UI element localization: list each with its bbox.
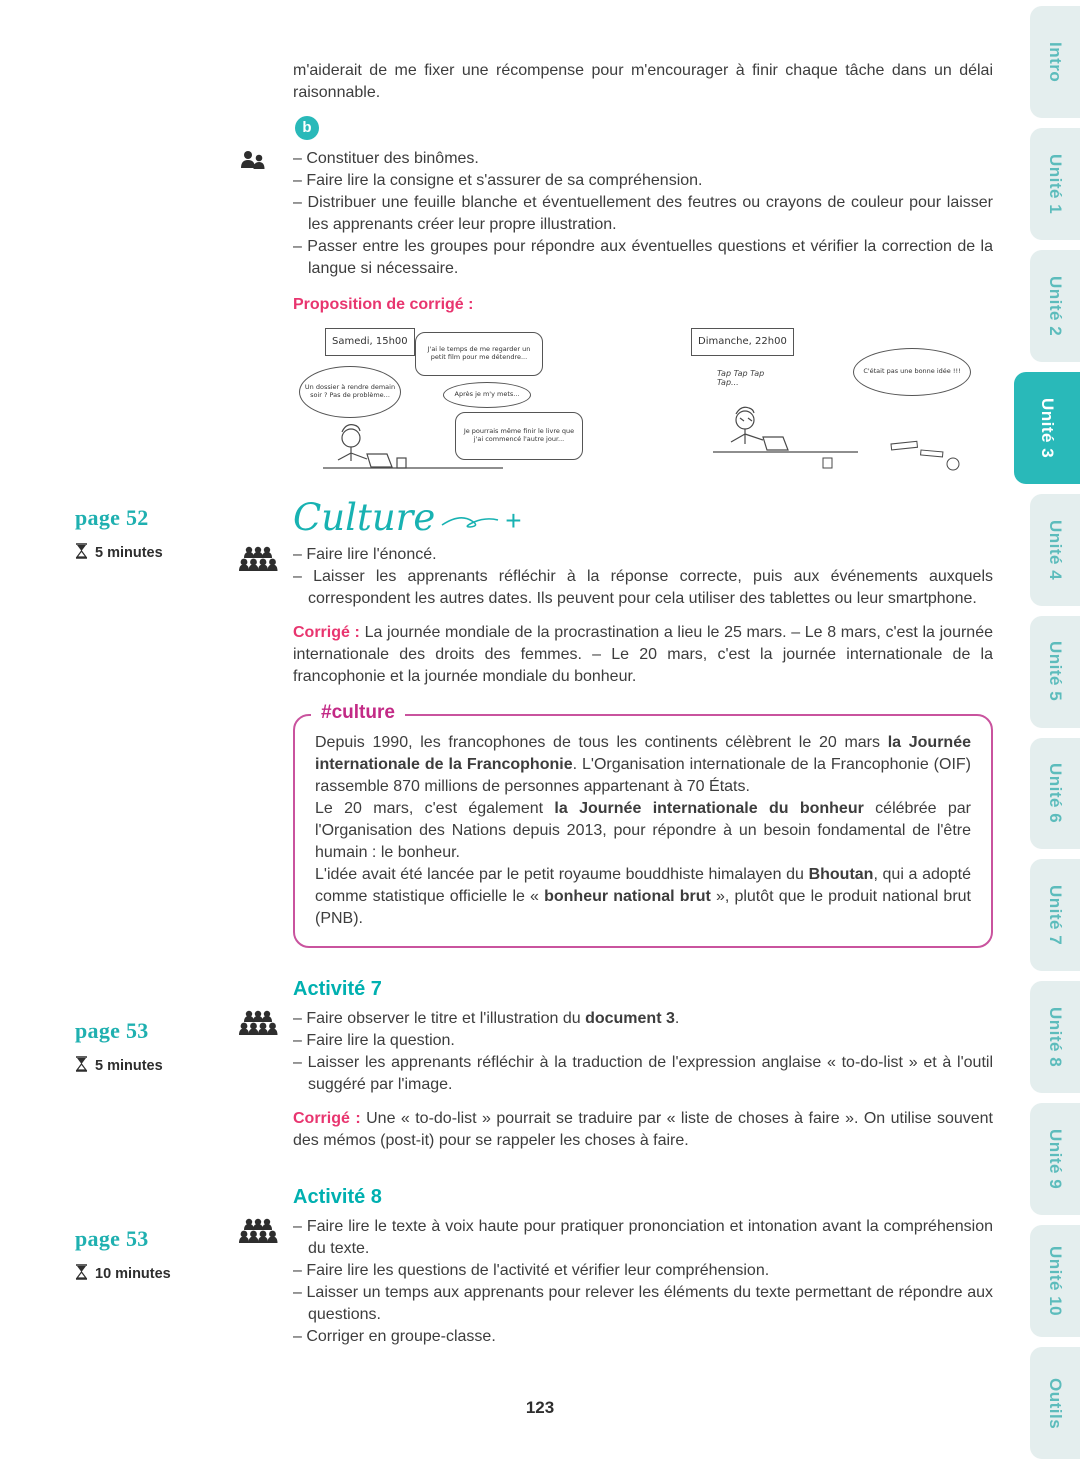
bullet-item: – Faire observer le titre et l'illustration du document 3.: [293, 1010, 680, 1027]
culture-plus-heading: [293, 498, 993, 538]
hashtag-culture-box: [293, 702, 993, 948]
page-number: 123: [525, 1398, 555, 1417]
tab-unite-2[interactable]: Unité 2: [1030, 250, 1080, 362]
sketch-timestamp: Samedi, 15h00: [325, 328, 415, 356]
tab-outils[interactable]: Outils: [1030, 1347, 1080, 1459]
circle-b-badge: b: [295, 116, 319, 140]
culture-plus-block: [293, 544, 993, 610]
activity-7-title: Activité 7: [293, 978, 382, 1000]
bullet-item: – Laisser un temps aux apprenants pour relever les éléments du texte permettant de répondre aux questions.: [293, 1284, 993, 1323]
bullet-item: – Corriger en groupe-classe.: [293, 1328, 496, 1345]
speech-bubble: Je pourrais même finir le livre que j'ai commencé l'autre jour...: [455, 412, 583, 460]
culture-box-paragraph: Depuis 1990, les francophones de tous les continents célèbrent le 20 mars la Journée internationale de la Francophonie. L'Organisation internationale de la Francophonie (OIF) rassemble 870 millions de personnes appartenant à 70 États.: [315, 734, 972, 795]
corrige-text: Une « to-do-list » pourrait se traduire par « liste de choses à faire ». On utilise souvent des mémos (post-it) pour se rappeler les choses à faire.: [293, 1110, 994, 1149]
corrige-paragraph: [293, 622, 993, 688]
tab-unite-9[interactable]: Unité 9: [1030, 1103, 1080, 1215]
proposed-answer-drawing: [293, 326, 993, 474]
bullet-item: – Faire lire les questions de l'activité et vérifier leur compréhension.: [293, 1262, 770, 1279]
tab-unite-1[interactable]: Unité 1: [1030, 128, 1080, 240]
duration-row: [75, 1264, 275, 1284]
culture-heading-text: Culture: [293, 496, 436, 539]
duration-row: [75, 1056, 275, 1076]
corrige-paragraph: [293, 1108, 993, 1152]
culture-box-paragraph: L'idée avait été lancée par le petit royaume bouddhiste himalayen du Bhoutan, qui a adopté comme statistique officielle le « bonheur national brut », plutôt que le produit national brut (PNB).: [315, 866, 972, 927]
speech-bubble: J'ai le temps de me regarder un petit film pour me détendre...: [415, 332, 543, 376]
tab-unite-8[interactable]: Unité 8: [1030, 981, 1080, 1093]
typing-sound-text: Tap Tap Tap Tap...: [717, 369, 765, 387]
speech-bubble: Un dossier à rendre demain soir ? Pas de problème...: [299, 366, 401, 418]
corrige-label: Corrigé :: [293, 624, 360, 641]
activity-8-block: [293, 1216, 993, 1348]
activity-7-bullets: [293, 1008, 993, 1096]
speech-bubble: C'était pas une bonne idée !!!: [853, 348, 971, 396]
tab-unite-10[interactable]: Unité 10: [1030, 1225, 1080, 1337]
tab-intro[interactable]: Intro: [1030, 6, 1080, 118]
step-b-block: [293, 148, 993, 280]
tab-unite-3[interactable]: Unité 3: [1014, 372, 1080, 484]
group-people-icon: [238, 1218, 278, 1253]
tab-unite-7[interactable]: Unité 7: [1030, 859, 1080, 971]
unit-tab-bar: [1014, 0, 1080, 1465]
duration-label: 5 minutes: [95, 1058, 163, 1074]
bullet-item: – Passer entre les groupes pour répondre aux éventuelles questions et vérifier la correction de la langue si nécessaire.: [293, 238, 993, 277]
page-reference: page 53: [75, 1226, 149, 1251]
culture-plus-sign: +: [505, 505, 522, 536]
page-reference: page 53: [75, 1018, 149, 1043]
group-people-icon: [238, 1010, 278, 1045]
tab-unite-5[interactable]: Unité 5: [1030, 616, 1080, 728]
bullet-item: – Faire lire le texte à voix haute pour pratiquer prononciation et intonation avant la compréhension du texte.: [293, 1218, 993, 1257]
lead-paragraph: m'aiderait de me fixer une récompense pour m'encourager à finir chaque tâche dans un délai raisonnable.: [293, 62, 993, 101]
speech-bubble: Après je m'y mets...: [443, 382, 531, 408]
bullet-item: – Laisser les apprenants réfléchir à la réponse correcte, puis aux événements auxquels correspondent les autres dates. Ils peuvent pour cela utiliser des tablettes ou leur smartphone.: [293, 568, 993, 607]
duration-label: 5 minutes: [95, 545, 163, 561]
bullet-item: – Laisser les apprenants réfléchir à la traduction de l'expression anglaise « to-do-list » et à l'outil suggéré par l'image.: [293, 1054, 993, 1093]
pair-people-icon: [238, 150, 268, 179]
tab-unite-6[interactable]: Unité 6: [1030, 738, 1080, 850]
culture-plus-bullets: [293, 544, 993, 610]
tab-unite-4[interactable]: Unité 4: [1030, 494, 1080, 606]
duration-label: 10 minutes: [95, 1266, 171, 1282]
hourglass-icon: [75, 543, 88, 563]
culture-box-title: #culture: [311, 702, 405, 724]
bullet-item: – Distribuer une feuille blanche et éventuellement des feutres ou crayons de couleur pour laisser les apprenants créer leur propre illustration.: [293, 194, 993, 233]
activity-8-bullets: [293, 1216, 993, 1348]
bullet-item: – Faire lire l'énoncé.: [293, 546, 437, 563]
activity-8-title: Activité 8: [293, 1186, 382, 1208]
bullet-item: – Faire lire la consigne et s'assurer de sa compréhension.: [293, 172, 703, 189]
bullet-item: – Faire lire la question.: [293, 1032, 455, 1049]
bullet-item: – Constituer des binômes.: [293, 150, 479, 167]
activity-7-block: [293, 1008, 993, 1096]
group-people-icon: [238, 546, 278, 581]
page-reference: page 52: [75, 505, 149, 530]
step-b-bullets: [293, 148, 993, 280]
hourglass-icon: [75, 1056, 88, 1076]
corrige-text: La journée mondiale de la procrastination a lieu le 25 mars. – Le 8 mars, c'est la journée internationale des droits des femmes. – Le 20 mars, c'est la journée internationale de la francophonie et la journée mondiale du bonheur.: [293, 624, 993, 685]
flourish-swash: [441, 514, 499, 536]
culture-box-paragraph: Le 20 mars, c'est également la Journée internationale du bonheur célébrée par l'Organisation des Nations depuis 2013, pour répondre à un besoin fondamental de l'être humain : le bonheur.: [315, 800, 972, 861]
proposition-label: Proposition de corrigé :: [293, 296, 474, 313]
main-content: [293, 0, 993, 1348]
sketch-timestamp: Dimanche, 22h00: [691, 328, 794, 356]
corrige-label: Corrigé :: [293, 1110, 361, 1127]
hourglass-icon: [75, 1264, 88, 1284]
